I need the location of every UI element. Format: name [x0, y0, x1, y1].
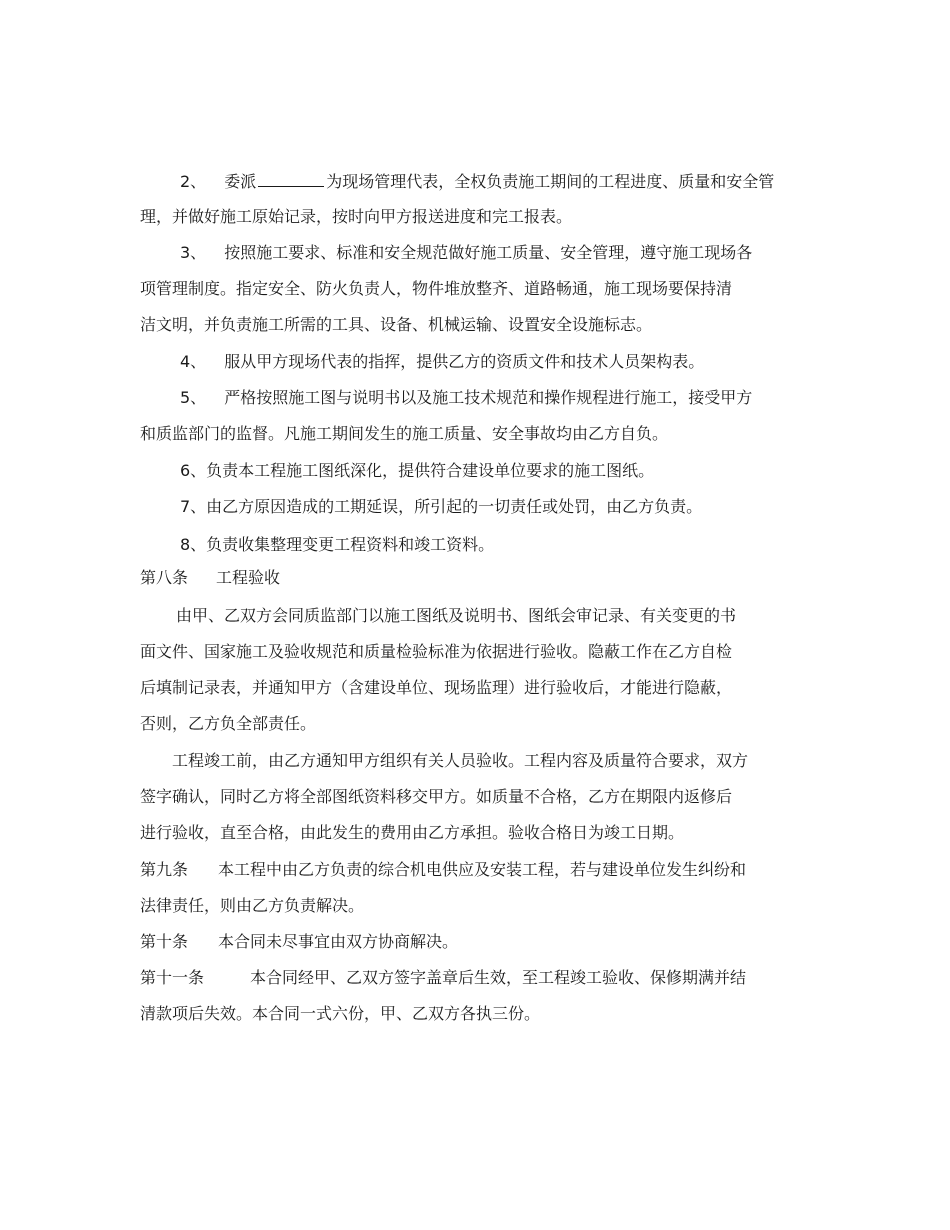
item-6: 6、负责本工程施工图纸深化，提供符合建设单位要求的施工图纸。 — [180, 461, 655, 480]
article-11-text: 本合同经甲、乙双方签字盖章后生效，至工程竣工验收、保修期满并结 — [250, 968, 747, 987]
article-8-label: 第八条 — [140, 568, 189, 587]
item-3-line-2: 项管理制度。指定安全、防火负责人，物件堆放整齐、道路畅通，施工现场要保持清 — [140, 279, 733, 298]
item-3-line-3: 洁文明，并负责施工所需的工具、设备、机械运输、设置安全设施标志。 — [140, 315, 653, 334]
article-8-p1-line-3: 后填制记录表，并通知甲方（含建设单位、现场监理）进行验收后，才能进行隐蔽， — [140, 678, 733, 697]
item-4-text: 服从甲方现场代表的指挥，提供乙方的资质文件和技术人员架构表。 — [224, 352, 705, 371]
article-8-p1-line-4: 否则，乙方负全部责任。 — [140, 714, 317, 733]
article-10-label: 第十条 — [140, 932, 189, 951]
item-3-text: 按照施工要求、标准和安全规范做好施工质量、安全管理，遵守施工现场各 — [224, 243, 753, 262]
article-10-text: 本合同未尽事宜由双方协商解决。 — [218, 932, 459, 951]
item-5-number: 5、 — [180, 388, 207, 407]
article-9-text: 本工程中由乙方负责的综合机电供应及安装工程，若与建设单位发生纠纷和 — [218, 860, 747, 879]
item-2-text: 为现场管理代表，全权负责施工期间的工程进度、质量和安全管 — [326, 172, 775, 191]
article-8-p2-line-2: 签字确认，同时乙方将全部图纸资料移交甲方。如质量不合格，乙方在期限内返修后 — [140, 787, 733, 806]
article-8-title: 工程验收 — [216, 568, 281, 587]
article-8-p2-line-1: 工程竣工前，由乙方通知甲方组织有关人员验收。工程内容及质量符合要求，双方 — [172, 751, 749, 770]
item-8: 8、负责收集整理变更工程资料和竣工资料。 — [180, 535, 495, 554]
item-5-line-1 — [180, 388, 752, 408]
item-5-text: 严格按照施工图与说明书以及施工技术规范和操作规程进行施工，接受甲方 — [224, 388, 753, 407]
item-5-line-2: 和质监部门的监督。凡施工期间发生的施工质量、安全事故均由乙方自负。 — [140, 424, 669, 443]
article-9-label: 第九条 — [140, 860, 189, 879]
item-2-number: 2、 — [180, 172, 207, 191]
item-2-prefix: 委派 — [224, 172, 257, 191]
article-10-line-1 — [140, 932, 458, 952]
item-3-number: 3、 — [180, 243, 207, 262]
blank-field — [258, 171, 324, 187]
item-4-number: 4、 — [180, 352, 207, 371]
item-2-line-2: 理，并做好施工原始记录，按时向甲方报送进度和完工报表。 — [140, 207, 573, 226]
article-11-label: 第十一条 — [140, 968, 205, 987]
item-2-line-1 — [180, 171, 774, 192]
article-11-line-1 — [140, 968, 746, 988]
article-8-p1-line-2: 面文件、国家施工及验收规范和质量检验标准为依据进行验收。隐蔽工作在乙方自检 — [140, 642, 733, 661]
article-8-p2-line-3: 进行验收，直至合格，由此发生的费用由乙方承担。验收合格日为竣工日期。 — [140, 823, 685, 842]
article-11-line-2: 清款项后失效。本合同一式六份，甲、乙双方各执三份。 — [140, 1004, 541, 1023]
article-9-line-2: 法律责任，则由乙方负责解决。 — [140, 896, 365, 915]
item-4-line-1 — [180, 352, 704, 372]
item-3-line-1 — [180, 243, 752, 263]
article-8-p1-line-1: 由甲、乙双方会同质监部门以施工图纸及说明书、图纸会审记录、有关变更的书 — [176, 606, 737, 625]
article-9-line-1 — [140, 860, 746, 880]
article-8-heading — [140, 568, 280, 588]
item-7: 7、由乙方原因造成的工期延误，所引起的一切责任或处罚，由乙方负责。 — [180, 497, 703, 516]
